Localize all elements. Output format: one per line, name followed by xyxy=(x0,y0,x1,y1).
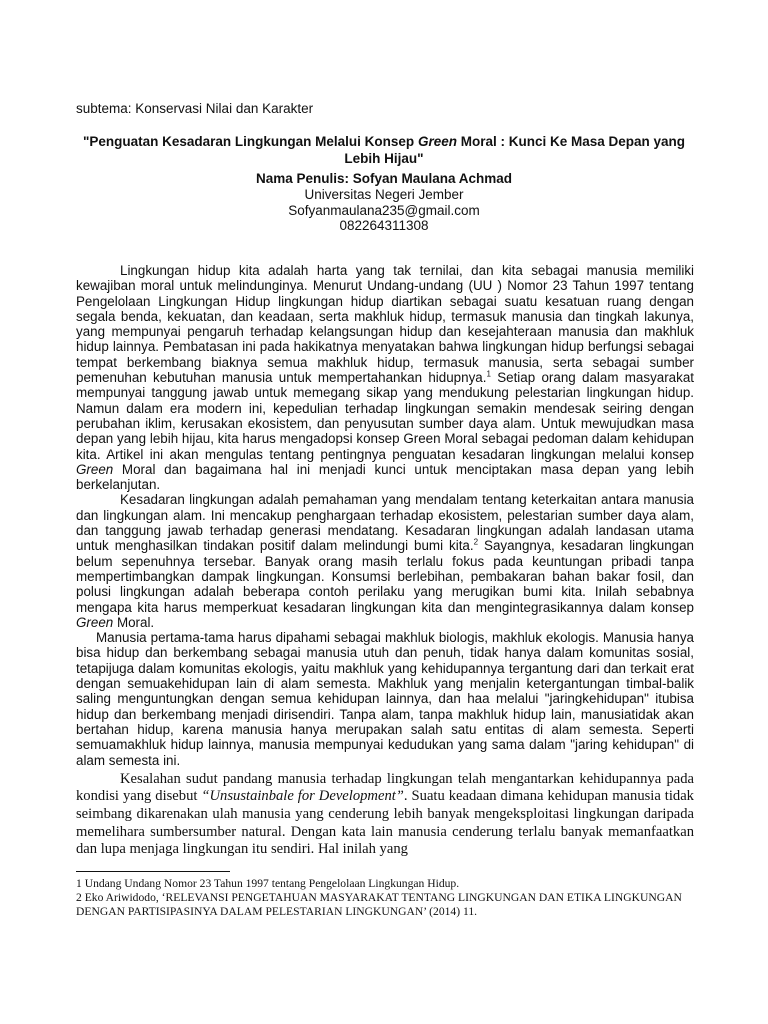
article-body xyxy=(76,263,694,859)
paragraph-4 xyxy=(76,771,694,859)
p4-italic: “Unsustainbale for Development” xyxy=(201,788,404,805)
footnote-2: 2 Eko Ariwidodo, ‘RELEVANSI PENGETAHUAN MASYARAKAT TENTANG LINGKUNGAN DAN ETIKA LINGKUNGAN DENGAN PARTISIPASINYA DALAM PELESTARIAN LINGKUNGAN’ (2014) 11. xyxy=(76,891,682,918)
p2-italic: Green xyxy=(76,614,114,630)
title-part2: Moral : Kunci Ke Masa Depan yang Lebih Hijau" xyxy=(344,134,686,166)
author-email: Sofyanmaulana235@gmail.com xyxy=(288,202,480,218)
paragraph-1 xyxy=(76,263,694,492)
p4-text-a: Kesalahan sudut pandang manusia terhadap lingkungan telah mengantarkan kehidupannya pada kondisi yang disebut xyxy=(76,770,694,805)
p2-text-a: Kesadaran lingkungan adalah pemahaman yang mendalam tentang keterkaitan antara manusia dan lingkungan alam. Ini mencakup penghargaan terhadap ekosistem, pelestarian sumber daya alam, dan tanggung jawab terhadap generasi mendatang. Kesadaran lingkungan adalah landasan utama untuk menghasilkan tindakan positif dalam melindungi bumi kita. xyxy=(76,492,694,554)
title-italic: Green xyxy=(417,134,457,149)
footnote-1: 1 Undang Undang Nomor 23 Tahun 1997 tentang Pengelolaan Lingkungan Hidup. xyxy=(76,877,460,890)
author-university: Universitas Negeri Jember xyxy=(304,186,464,202)
author-name: Nama Penulis: Sofyan Maulana Achmad xyxy=(255,171,513,186)
p1-italic: Green xyxy=(76,461,114,477)
paragraph-3: Manusia pertama-tama harus dipahami sebagai makhluk biologis, makhluk ekologis. Manusia hanya bisa hidup dan berkembang sebagai manusia utuh dan penuh, tidak hanya dalam komunitas sosial, tetapijuga dalam komunitas ekologis, yaitu makhluk yang kehidupannya tergantung dari dan terkait erat dengan semuakehidupan lain di alam semesta. Makhluk yang menjalin ketergantungan timbal-balik saling menguntungkan dengan semua kehidupan lainnya, dan haa melalui "jaringkehidupan" itubisa hidup dan berkembang menjadi dirisendiri. Tanpa alam, tanpa makhluk hidup lain, manusiatidak akan bertahan hidup, karena manusia hanya merupakan salah satu entitas di alam semesta. Seperti semuamakhluk hidup lainnya, manusia mempunyai kedudukan yang sama dalam "jaring kehidupan" di alam semesta ini. xyxy=(76,630,694,768)
p1-text-b: Setiap orang dalam masyarakat mempunyai tanggung jawab untuk memegang sikap yang mendukung pelestarian lingkungan hidup. Namun dalam era modern ini, kepedulian terhadap lingkungan semakin mendesak seiring dengan perubahan iklim, kerusakan ekosistem, dan penyusutan sumber daya alam. Untuk mewujudkan masa depan yang lebih hijau, kita harus mengadopsi konsep Green Moral sebagai pedoman dalam kehidupan kita. Artikel ini akan mengulas tentang pentingnya penguatan kesadaran lingkungan melalui konsep xyxy=(76,370,694,462)
footnote-ref-2[interactable]: 2 xyxy=(473,537,479,547)
p1-text-c: Moral dan bagaimana hal ini menjadi kunci untuk menciptakan masa depan yang lebih berkelanjutan. xyxy=(76,461,694,493)
article-title xyxy=(76,134,692,167)
title-part1: "Penguatan Kesadaran Lingkungan Melalui Konsep xyxy=(82,134,418,149)
author-phone: 082264311308 xyxy=(339,218,429,234)
footnotes xyxy=(76,877,696,919)
p4-text-b: . Suatu keadaan dimana kehidupan manusia tidak seimbang dikarenakan ulah manusia yang cenderung lebih banyak mengeksploitasi lingkungan daripada memelihara sumbersumber natural. Dengan kata lain manusia cenderung terlalu banyak memanfaatkan dan lupa menjaga lingkungan itu sendiri. Hal inilah yang xyxy=(76,788,694,858)
p2-text-b: Sayangnya, kesadaran lingkungan belum sepenuhnya tersebar. Banyak orang masih terlalu fokus pada keuntungan pribadi tanpa mempertimbangkan dampak lingkungan. Konsumsi berlebihan, pembakaran bahan bakar fosil, dan polusi lingkungan adalah beberapa contoh perilaku yang merugikan bumi kita. Inilah sebabnya mengapa kita harus memperkuat kesadaran lingkungan kita dan mengintegrasikannya dalam konsep xyxy=(76,538,694,615)
author-block xyxy=(76,171,692,234)
p1-text-a: Lingkungan hidup kita adalah harta yang tak ternilai, dan kita sebagai manusia memiliki kewajiban moral untuk melindunginya. Menurut Undang-undang (UU ) Nomor 23 Tahun 1997 tentang Pengelolaan Lingkungan Hidup lingkungan hidup diartikan sebagai suatu kesatuan ruang dengan segala benda, kekuatan, dan keadaan, serta makhluk hidup, termasuk manusia dan tingkah lakunya, yang mempunyai pengaruh terhadap kelangsungan hidup dan kesejahteraan manusia dan makhluk hidup lainnya. Pembatasan ini pada hakikatnya menyatakan bahwa lingkungan hidup berfungsi sebagai tempat berkembang biaknya semua makhluk hidup, termasuk manusia, serta sebagai sumber pemenuhan kebutuhan manusia untuk mempertahankan hidupnya. xyxy=(76,263,694,386)
subtema: subtema: Konservasi Nilai dan Karakter xyxy=(76,101,314,116)
footnote-ref-1[interactable]: 1 xyxy=(486,369,491,379)
p2-text-c: Moral. xyxy=(113,614,155,630)
footnote-divider xyxy=(76,871,230,872)
paragraph-2 xyxy=(76,492,694,630)
